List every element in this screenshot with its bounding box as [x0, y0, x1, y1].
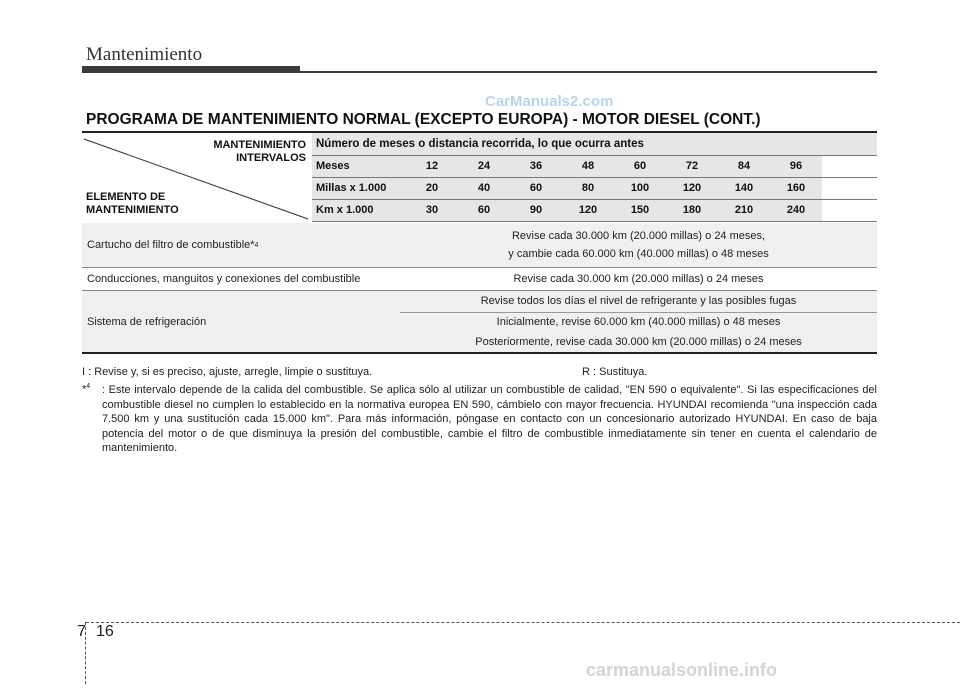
maintenance-items — [82, 223, 877, 352]
interval-value: 60 — [458, 200, 510, 221]
table-row — [82, 268, 877, 291]
interval-row-label: Millas x 1.000 — [312, 178, 406, 199]
interval-value: 150 — [614, 200, 666, 221]
footnote — [82, 383, 877, 456]
footer-horizontal-dash — [86, 622, 960, 623]
interval-value: 120 — [562, 200, 614, 221]
legend-replace: R : Sustituya. — [582, 366, 648, 378]
interval-value: 140 — [718, 178, 770, 199]
interval-row-miles — [312, 178, 877, 200]
interval-row-label: Meses — [312, 156, 406, 177]
item-name: Conducciones, manguitos y conexiones del combustible — [87, 273, 361, 285]
footnote-ref: 4 — [254, 241, 259, 249]
item-name: Sistema de refrigeración — [87, 315, 207, 328]
item-description: Revise cada 30.000 km (20.000 millas) o 24 meses, y cambie cada 60.000 km (40.000 millas) o 48 meses — [508, 230, 769, 260]
interval-value: 36 — [510, 156, 562, 177]
interval-value: 80 — [562, 178, 614, 199]
legend-codes — [82, 366, 877, 382]
interval-value: 120 — [666, 178, 718, 199]
interval-value: 160 — [770, 178, 822, 199]
legend-inspect: I : Revise y, si es preciso, ajuste, arregle, limpie o sustituya. — [82, 366, 373, 378]
page-index: 16 — [96, 623, 114, 640]
interval-value: 84 — [718, 156, 770, 177]
interval-value: 60 — [510, 178, 562, 199]
interval-value: 90 — [510, 200, 562, 221]
interval-row-months — [312, 156, 877, 178]
legend — [82, 366, 877, 456]
header-rule-thin — [300, 71, 877, 73]
header-rule-thick — [82, 66, 300, 73]
interval-value: 60 — [614, 156, 666, 177]
page-number — [72, 623, 114, 641]
interval-header — [312, 133, 877, 222]
watermark-bottom: carmanualsonline.info — [586, 660, 778, 680]
interval-value: 20 — [406, 178, 458, 199]
item-description: Revise cada 30.000 km (20.000 millas) o 24 meses — [513, 273, 764, 285]
interval-value: 180 — [666, 200, 718, 221]
interval-row-label: Km x 1.000 — [312, 200, 406, 221]
interval-value: 40 — [458, 178, 510, 199]
corner-interval-label: MANTENIMIENTO INTERVALOS — [213, 139, 306, 164]
section-title: Mantenimiento — [86, 44, 203, 65]
chapter-number: 7 — [77, 623, 86, 640]
interval-value: 240 — [770, 200, 822, 221]
item-name: Cartucho del filtro de combustible* 4 — [87, 239, 259, 251]
interval-value: 24 — [458, 156, 510, 177]
interval-value: 48 — [562, 156, 614, 177]
interval-row-km — [312, 200, 877, 222]
interval-value: 96 — [770, 156, 822, 177]
interval-value: 100 — [614, 178, 666, 199]
footnote-text: : Este intervalo depende de la calida del combustible. Se aplica sólo al utilizar un combustible de calidad, "EN 590 o equivalente". Si las especificaciones del combustible diesel no cumplen lo establecido en la normativa europea EN 590, cámbielo con mayor frecuencia. HYUNDAI recomienda "una inspección cada 7.500 km y una sustitución cada 15.000 km". Para más información, póngase en contacto con un concesionario autorizado HYUNDAI. En caso de baja potencia del motor o de que disminuya la presión del combustible, cambie el filtro de combustible inmediatamente sin tener en cuenta el calendario de mantenimiento. — [102, 384, 877, 454]
interval-value: 12 — [406, 156, 458, 177]
watermark-top: CarManuals2.com — [485, 93, 614, 110]
corner-item-label: ELEMENTO DE MANTENIMIENTO — [86, 191, 179, 216]
interval-value: 30 — [406, 200, 458, 221]
footnote-mark: *$^4$ — [82, 383, 91, 396]
interval-caption-row — [312, 133, 877, 156]
interval-value: 210 — [718, 200, 770, 221]
program-title: PROGRAMA DE MANTENIMIENTO NORMAL (EXCEPTO EUROPA) - MOTOR DIESEL (CONT.) — [86, 111, 761, 128]
table-row — [82, 291, 877, 352]
interval-caption: Número de meses o distancia recorrida, lo que ocurra antes — [316, 138, 644, 150]
footer-vertical-dash — [85, 622, 86, 684]
table-corner-header — [82, 133, 310, 223]
table-row — [82, 223, 877, 268]
item-description: Revise todos los días el nivel de refrigerante y las posibles fugas Inicialmente, revise 60.000 km (40.000 millas) o 48 meses Posteriormente, revise cada 30.000 km (20.000 millas) o 24 meses — [400, 291, 877, 352]
interval-value: 72 — [666, 156, 718, 177]
table-bottom-rule — [82, 352, 877, 354]
